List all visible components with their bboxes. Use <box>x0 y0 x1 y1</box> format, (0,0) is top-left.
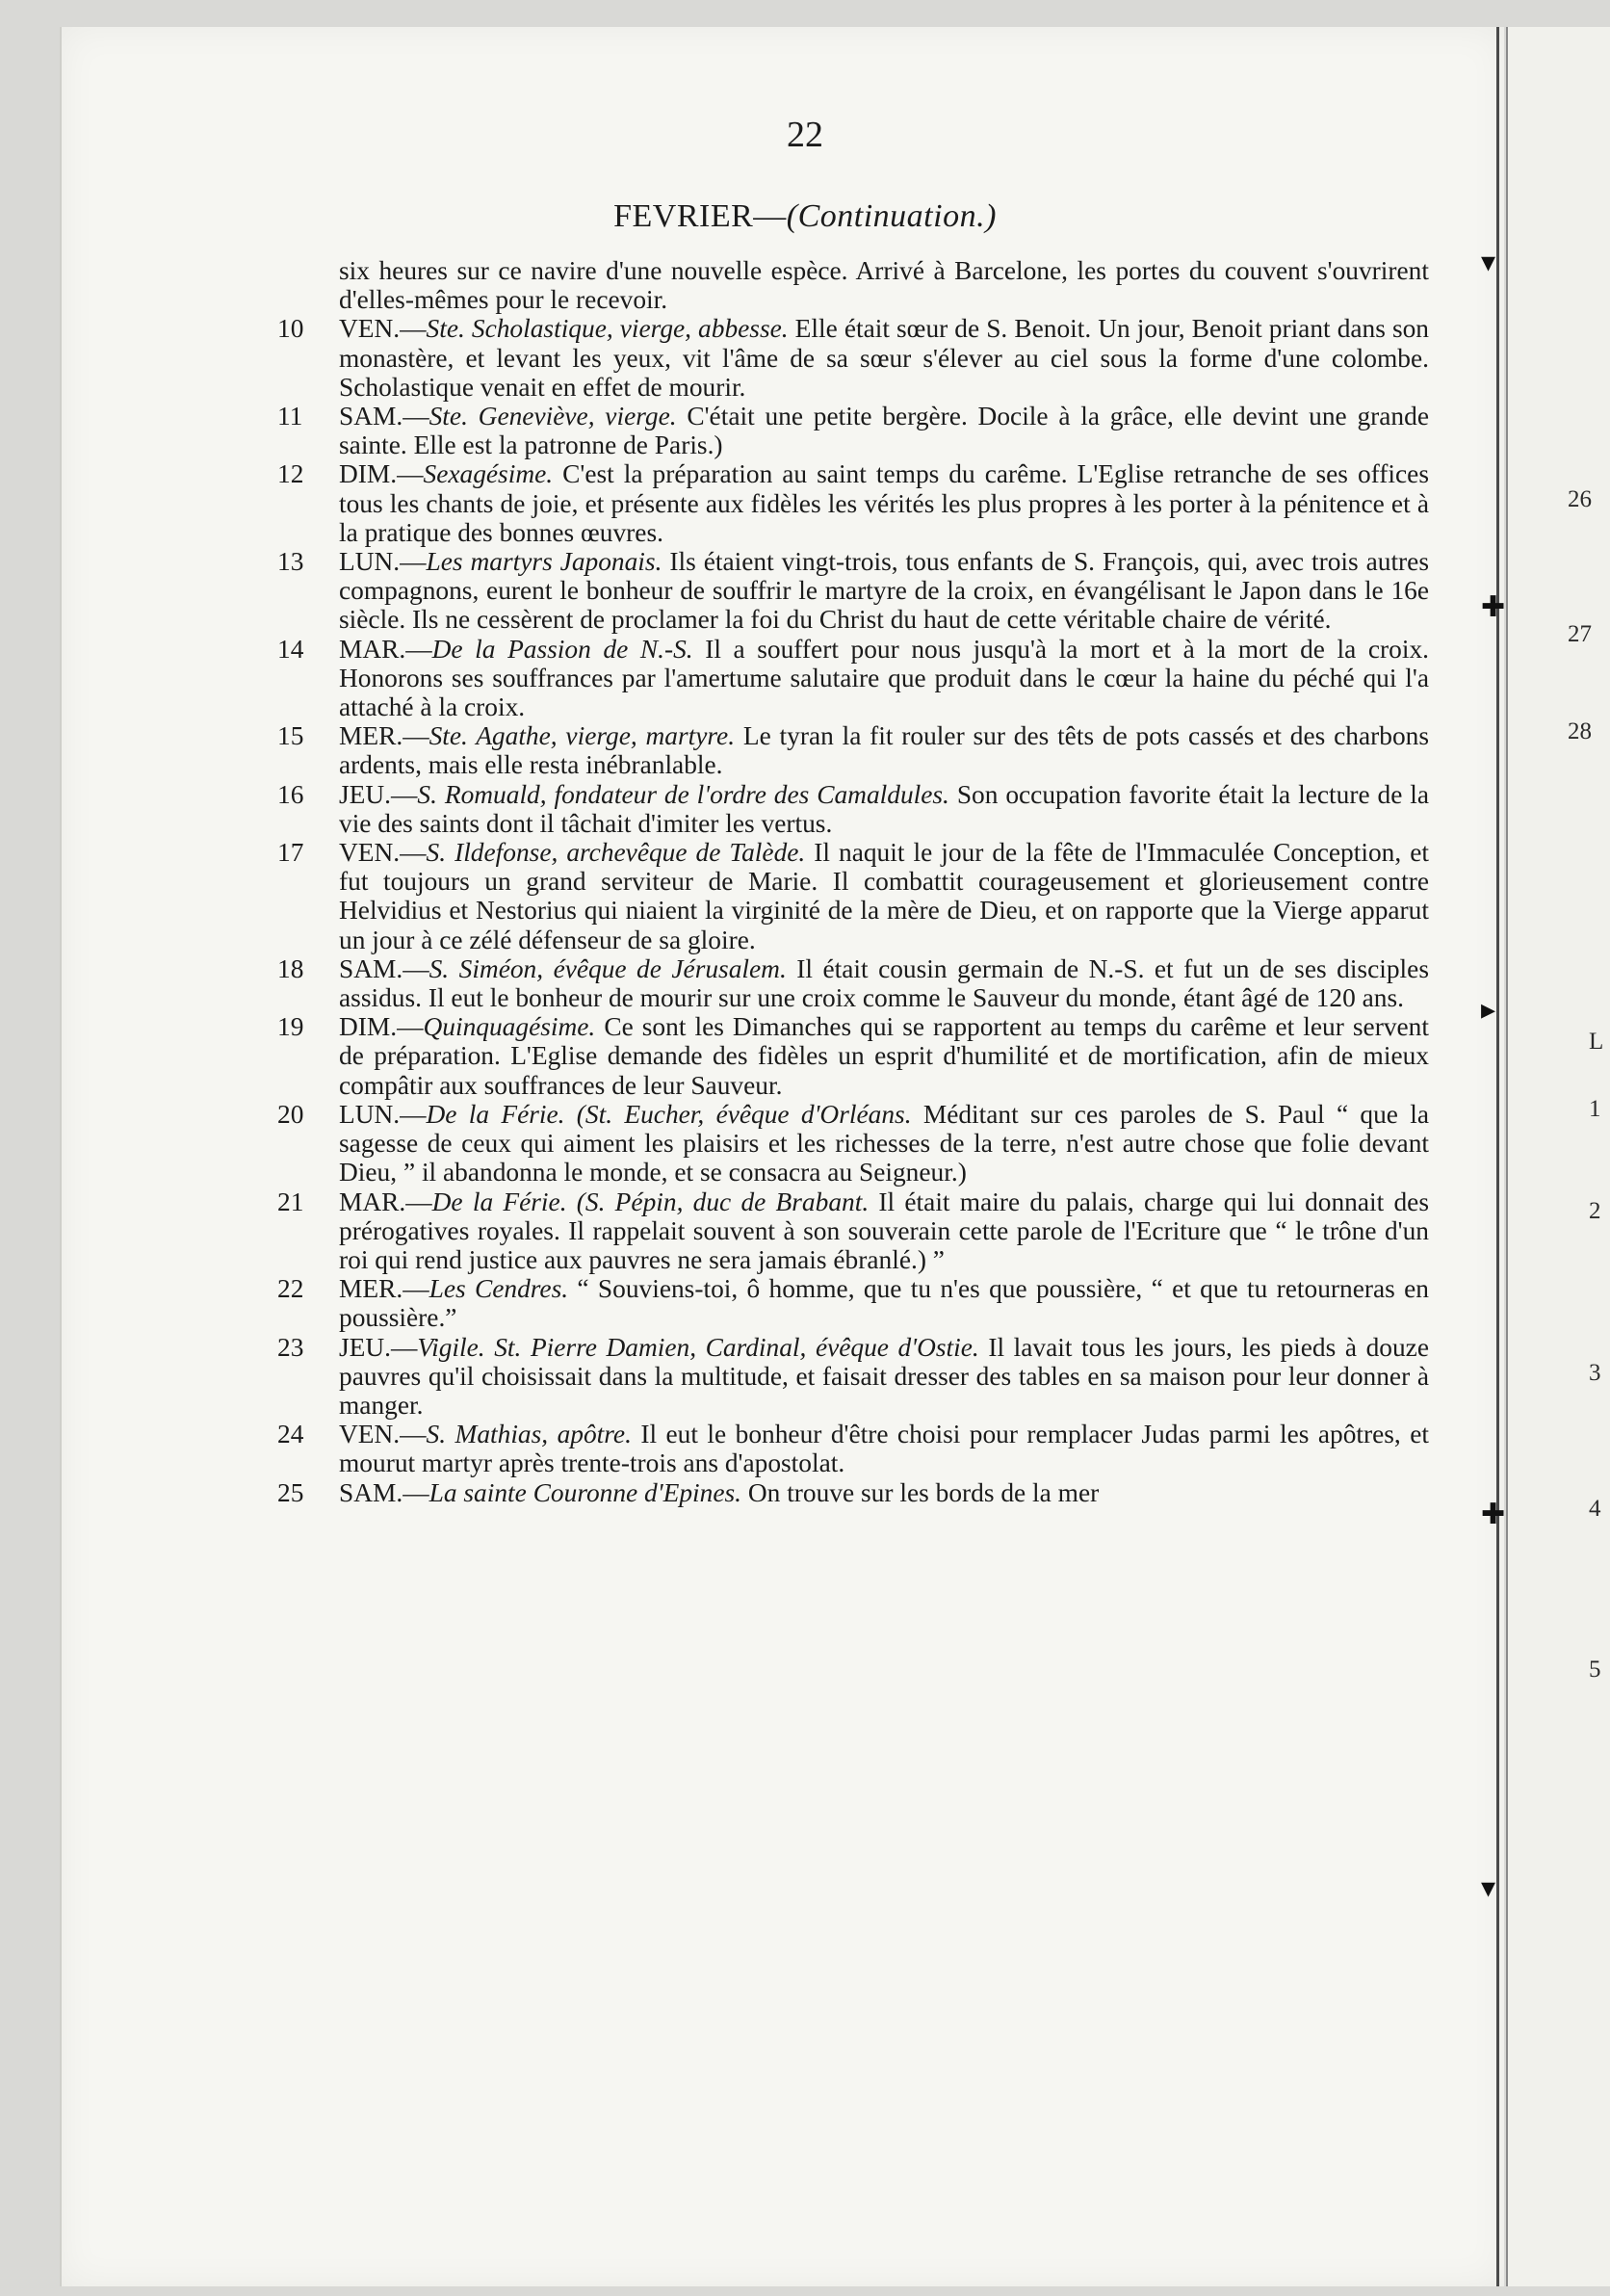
entry-text: Il eut le bonheur d'être choisi pour remplacer Judas parmi les apôtres, et mourut martyr après trente-trois ans d'apostolat. <box>339 1420 1429 1478</box>
calendar-entry <box>277 1333 1429 1421</box>
edge-number: 28 <box>1568 718 1592 744</box>
entry-date-number: 14 <box>277 634 304 664</box>
entry-weekday: MER.— <box>339 721 429 751</box>
entry-date-number: 22 <box>277 1274 304 1304</box>
entry-saint-name: Vigile. St. Pierre Damien, Cardinal, évêque d'Ostie. <box>417 1332 979 1362</box>
binding-gutter <box>1496 27 1499 2286</box>
binding-gutter-shadow <box>1506 27 1508 2286</box>
month-subtitle: (Continuation.) <box>786 198 997 234</box>
calendar-entry <box>277 459 1429 547</box>
calendar-entry <box>277 1274 1429 1332</box>
entry-weekday: VEN.— <box>339 1420 427 1449</box>
calendar-entry <box>277 635 1429 722</box>
stitch-mark: ✚ <box>1481 591 1506 623</box>
entry-weekday: VEN.— <box>339 838 427 868</box>
calendar-entry <box>277 780 1429 838</box>
entry-list <box>277 314 1429 1506</box>
entry-weekday: SAM.— <box>339 402 429 431</box>
calendar-entry <box>277 721 1429 779</box>
entry-text: Il était cousin germain de N.-S. et fut un de ses disciples assidus. Il eut le bonheur de mourir sur une croix comme le Sauveur du monde, étant âgé de 120 ans. <box>339 953 1429 1013</box>
entry-date-number: 12 <box>277 459 304 489</box>
stitch-mark: ▾ <box>1481 247 1496 278</box>
entry-weekday: SAM.— <box>339 953 429 983</box>
edge-number: 26 <box>1568 486 1592 512</box>
entry-saint-name: Ste. Scholastique, vierge, abbesse. <box>426 314 789 344</box>
calendar-entry <box>277 1187 1429 1275</box>
entry-text: On trouve sur les bords de la mer <box>747 1477 1100 1507</box>
entry-weekday: MAR.— <box>339 634 432 664</box>
stitch-mark: ▸ <box>1481 994 1496 1026</box>
entry-text: Méditant sur ces paroles de S. Paul “ que la sagesse de ceux qui aiment les plaisirs et les richesses de la terre, n'est autre chose que folie devant Dieu, ” il abandonna le monde, et se consacra au Seigneur.) <box>339 1099 1429 1187</box>
entry-text: Elle était sœur de S. Benoit. Un jour, Benoit priant dans son monastère, et levant les yeux, vit l'âme de sa sœur s'élever au ciel sous la forme d'une colombe. Scholastique venait en effet de mourir. <box>339 314 1429 402</box>
entry-date-number: 24 <box>277 1420 304 1449</box>
entry-date-number: 21 <box>277 1187 304 1216</box>
entry-saint-name: De la Passion de N.-S. <box>431 634 693 664</box>
entry-text: Il était maire du palais, charge qui lui donnait des prérogatives royales. Il rappelait souvent à son souverain cette parole de l'Ecriture que “ le trône d'un roi qui rend justice aux pauvres ne sera jamais ébranlé.) ” <box>339 1187 1429 1274</box>
calendar-entry <box>277 402 1429 459</box>
month-heading <box>0 198 1610 235</box>
calendar-entry <box>277 547 1429 635</box>
entry-date-number: 15 <box>277 721 304 751</box>
entry-text: “ Souviens-toi, ô homme, que tu n'es que poussière, “ et que tu retourneras en poussière.” <box>339 1274 1429 1333</box>
entry-weekday: DIM.— <box>339 459 424 489</box>
entry-saint-name: La sainte Couronne d'Epines. <box>428 1477 742 1507</box>
entry-date-number: 11 <box>277 402 303 431</box>
entry-text: Son occupation favorite était la lecture de la vie des saints dont il tâchait d'imiter les vertus. <box>339 779 1429 838</box>
entry-saint-name: Ste. Agathe, vierge, martyre. <box>428 721 736 751</box>
page-number: 22 <box>787 115 823 155</box>
entry-weekday: LUN.— <box>339 1099 427 1129</box>
entry-saint-name: S. Siméon, évêque de Jérusalem. <box>428 953 787 983</box>
entry-text: Il naquit le jour de la fête de l'Immaculée Conception, et fut toujours un grand serviteur de Marie. Il combattit courageusement et glorieusement contre Helvidius et Nestorius qui niaient la virginité de la mère de Dieu, et on rapporte que la Vierge apparut un jour à ce zélé défenseur de sa gloire. <box>339 838 1429 954</box>
edge-number: 27 <box>1568 621 1592 647</box>
calendar-entry <box>277 954 1429 1012</box>
month-name: FEVRIER— <box>613 198 787 234</box>
entry-date-number: 16 <box>277 779 304 809</box>
entry-text: Il a souffert pour nous jusqu'à la mort et à la mort de la croix. Honorons ses souffrances par l'amertume salutaire que produit dans le cœur la haine du péché qui l'a attaché à la croix. <box>339 634 1429 722</box>
entry-weekday: JEU.— <box>339 1332 418 1362</box>
entry-saint-name: S. Romuald, fondateur de l'ordre des Camaldules. <box>417 779 949 809</box>
entry-saint-name: Sexagésime. <box>423 459 554 489</box>
calendar-entry <box>277 1478 1429 1507</box>
entry-date-number: 13 <box>277 547 304 577</box>
entry-text: C'est la préparation au saint temps du carême. L'Eglise retranche de ses offices tous les chants de joie, et présente aux fidèles les vérités les plus propres à les porter à la pénitence et à la pratique des bonnes œuvres. <box>339 459 1429 547</box>
entry-saint-name: Les Cendres. <box>428 1274 569 1304</box>
entry-date-number: 18 <box>277 953 304 983</box>
entry-text: Ils étaient vingt-trois, tous enfants de S. François, qui, avec trois autres compagnons, eurent le bonheur de souffrir le martyre de la croix, en évangélisant le Japon dans le 16e siècle. Ils ne cessèrent de proclamer la foi du Christ du haut de cette véritable chaire de vérité. <box>339 547 1429 635</box>
entry-text: C'était une petite bergère. Docile à la grâce, elle devint une grande sainte. Elle est la patronne de Paris.) <box>339 402 1429 460</box>
edge-number: L <box>1589 1029 1604 1055</box>
edge-number: 1 <box>1589 1096 1601 1122</box>
entry-date-number: 20 <box>277 1099 304 1129</box>
entry-saint-name: Les martyrs Japonais. <box>426 547 662 577</box>
entry-weekday: DIM.— <box>339 1012 424 1042</box>
entry-date-number: 19 <box>277 1012 304 1042</box>
entry-date-number: 10 <box>277 314 304 344</box>
calendar-entry <box>277 1420 1429 1477</box>
entry-saint-name: S. Mathias, apôtre. <box>426 1420 632 1449</box>
edge-number: 3 <box>1589 1360 1601 1386</box>
entry-saint-name: De la Férie. (S. Pépin, duc de Brabant. <box>431 1187 870 1216</box>
stitch-mark: ▾ <box>1481 1872 1496 1904</box>
next-page-edge <box>1508 27 1610 2286</box>
entry-text: Le tyran la fit rouler sur des têts de pots cassés et des charbons ardents, mais elle resta inébranlable. <box>339 721 1429 780</box>
stitch-mark: ✚ <box>1481 1499 1506 1530</box>
entry-date-number: 17 <box>277 838 304 868</box>
entry-weekday: MER.— <box>339 1274 429 1304</box>
entry-weekday: VEN.— <box>339 314 427 344</box>
entry-weekday: SAM.— <box>339 1477 429 1507</box>
entry-saint-name: Ste. Geneviève, vierge. <box>428 402 677 431</box>
entry-date-number: 25 <box>277 1477 304 1507</box>
calendar-entry <box>277 1012 1429 1100</box>
edge-number: 5 <box>1589 1657 1601 1683</box>
entry-weekday: MAR.— <box>339 1187 432 1216</box>
entry-weekday: LUN.— <box>339 547 427 577</box>
entry-saint-name: De la Férie. (St. Eucher, évêque d'Orléans. <box>426 1099 912 1129</box>
calendar-entry <box>277 838 1429 954</box>
entry-text: Il lavait tous les jours, les pieds à douze pauvres qu'il choisissait dans la multitude, et faisait dresser des tables en sa maison pour leur donner à manger. <box>339 1332 1429 1420</box>
entry-text: Ce sont les Dimanches qui se rapportent au temps du carême et leur servent de préparation. L'Eglise demande des fidèles un esprit d'humilité et de mortification, afin de mieux compâtir aux souffrances de leur Sauveur. <box>339 1012 1429 1100</box>
entry-date-number: 23 <box>277 1332 304 1362</box>
calendar-entries <box>277 256 1429 1507</box>
calendar-entry <box>277 1100 1429 1187</box>
edge-number: 4 <box>1589 1496 1601 1522</box>
continuation-paragraph: six heures sur ce navire d'une nouvelle espèce. Arrivé à Barcelone, les portes du couvent s'ouvrirent d'elles-mêmes pour le recevoir. <box>339 256 1429 315</box>
entry-weekday: JEU.— <box>339 779 418 809</box>
edge-number: 2 <box>1589 1198 1601 1224</box>
entry-saint-name: Quinquagésime. <box>423 1012 596 1042</box>
calendar-entry <box>277 314 1429 402</box>
entry-saint-name: S. Ildefonse, archevêque de Talède. <box>426 838 806 868</box>
